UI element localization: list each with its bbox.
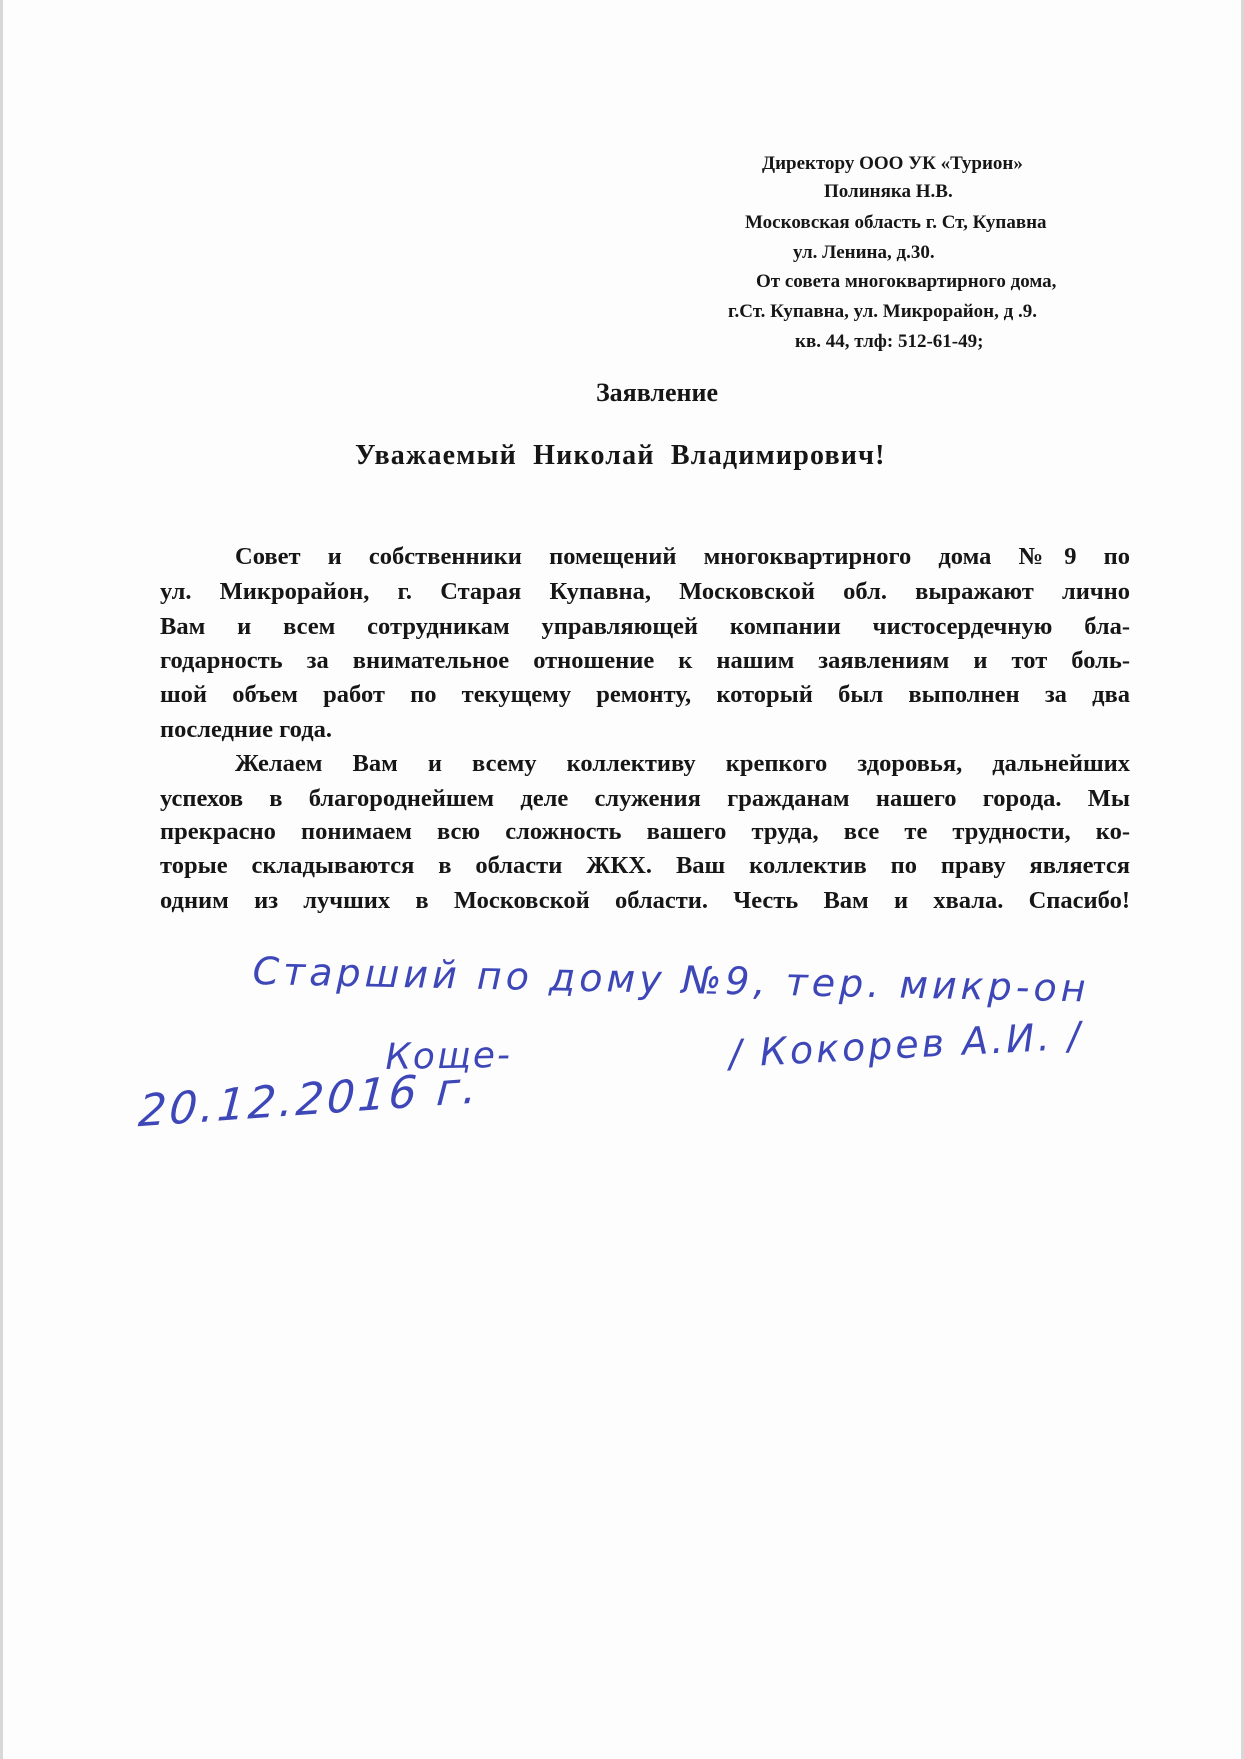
addressee-street: ул. Ленина, д.30. — [793, 242, 935, 263]
sender-contact: кв. 44, тлф: 512-61-49; — [795, 331, 984, 352]
body-line: успехов в благороднейшем деле служения гражданам нашего города. Мы — [160, 785, 1130, 812]
handwritten-date: 20.12.2016 г. — [136, 1062, 482, 1138]
addressee-recipient: Директору ООО УК «Турион» — [762, 153, 1023, 174]
sender-address: г.Ст. Купавна, ул. Микрорайон, д .9. — [728, 301, 1037, 322]
body-line: Совет и собственники помещений многоквартирного дома №9 по — [235, 543, 1130, 570]
handwritten-signature: Коще- — [384, 1034, 513, 1078]
handwritten-position: Старший по дому №9, тер. микр-он — [252, 949, 1091, 1011]
greeting: Уважаемый Николай Владимирович! — [355, 440, 886, 471]
body-line: шой объем работ по текущему ремонту, который был выполнен за два — [160, 681, 1130, 708]
document-title: Заявление — [595, 378, 719, 407]
body-line: годарность за внимательное отношение к нашим заявлениям и тот боль- — [160, 647, 1130, 674]
body-line: торые складываются в области ЖКХ. Ваш коллектив по праву является — [160, 852, 1130, 879]
handwritten-name: / Кокорев А.И. / — [727, 1013, 1085, 1076]
scan-edge-left — [0, 0, 3, 1759]
body-line: Вам и всем сотрудникам управляющей компании чистосердечную бла- — [160, 613, 1130, 640]
body-line: Желаем Вам и всему коллективу крепкого здоровья, дальнейших — [235, 750, 1130, 777]
body-line: последние года. — [160, 716, 332, 743]
addressee-name: Полиняка Н.В. — [824, 181, 953, 202]
sender-council: От совета многоквартирного дома, — [756, 271, 1057, 292]
addressee-region: Московская область г. Ст, Купавна — [745, 212, 1047, 233]
body-line: ул. Микрорайон, г. Старая Купавна, Московской обл. выражают лично — [160, 578, 1130, 605]
body-line: прекрасно понимаем всю сложность вашего труда, все те трудности, ко- — [160, 818, 1130, 845]
body-line: одним из лучших в Московской области. Честь Вам и хвала. Спасибо! — [160, 887, 1130, 914]
